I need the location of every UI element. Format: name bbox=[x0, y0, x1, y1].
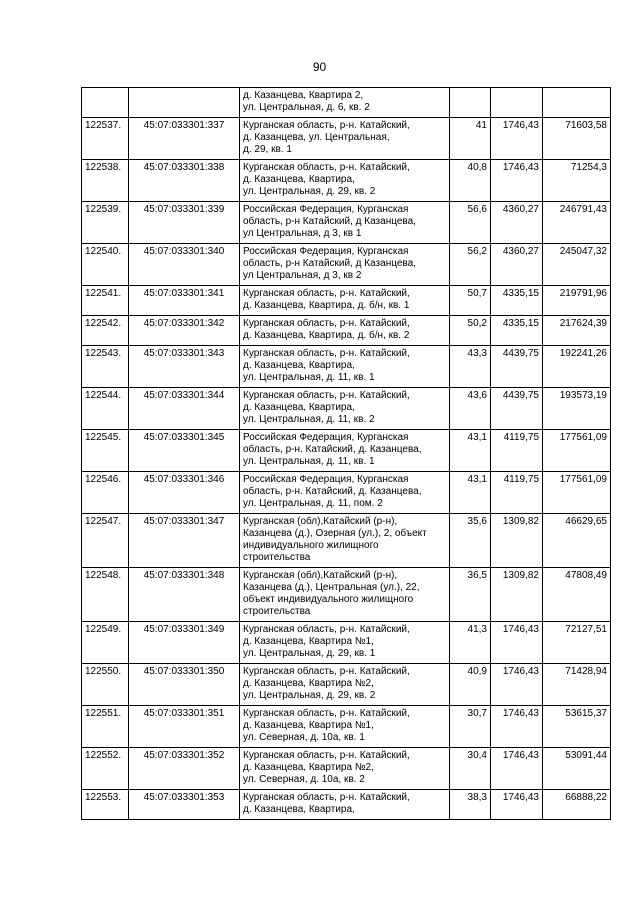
cadastral-value-cell: 53091,44 bbox=[543, 748, 611, 790]
cadastral-number-cell: 45:07:033301:352 bbox=[129, 748, 240, 790]
table-row bbox=[82, 346, 611, 388]
table-row bbox=[82, 286, 611, 316]
row-number-cell bbox=[82, 88, 129, 118]
area-cell: 36,5 bbox=[450, 568, 491, 622]
rate-cell: 4119,75 bbox=[491, 430, 543, 472]
row-number-cell: 122547. bbox=[82, 514, 129, 568]
cadastral-value-cell: 71254,3 bbox=[543, 160, 611, 202]
rate-cell: 1746,43 bbox=[491, 160, 543, 202]
rate-cell: 4439,75 bbox=[491, 388, 543, 430]
cadastral-value-cell: 177561,09 bbox=[543, 472, 611, 514]
cadastral-value-cell: 72127,51 bbox=[543, 622, 611, 664]
row-number-cell: 122552. bbox=[82, 748, 129, 790]
address-cell bbox=[240, 244, 450, 286]
address-line: Курганская область, р-н. Катайский, bbox=[243, 348, 410, 359]
address-line: ул. Центральная, д. 29, кв. 2 bbox=[243, 690, 376, 701]
address-line: д. Казанцева, Квартира №1, bbox=[243, 636, 374, 647]
address-line: ул. Центральная, д. 6, кв. 2 bbox=[243, 102, 370, 113]
address-line: д. Казанцева, Квартира, д. б/н, кв. 1 bbox=[243, 300, 410, 311]
row-number-cell: 122549. bbox=[82, 622, 129, 664]
cadastral-value-cell bbox=[543, 88, 611, 118]
address-line: строительства bbox=[243, 606, 311, 617]
address-line: д. 29, кв. 1 bbox=[243, 144, 292, 155]
area-cell: 43,1 bbox=[450, 430, 491, 472]
address-line: объект индивидуального жилищного bbox=[243, 594, 414, 605]
address-cell bbox=[240, 664, 450, 706]
area-cell: 30,4 bbox=[450, 748, 491, 790]
row-number-cell: 122539. bbox=[82, 202, 129, 244]
table-row bbox=[82, 118, 611, 160]
address-cell bbox=[240, 202, 450, 244]
rate-cell: 4335,15 bbox=[491, 316, 543, 346]
address-cell bbox=[240, 706, 450, 748]
area-cell: 30,7 bbox=[450, 706, 491, 748]
address-line: Курганская область, р-н. Катайский, bbox=[243, 288, 410, 299]
area-cell: 41 bbox=[450, 118, 491, 160]
row-number-cell: 122550. bbox=[82, 664, 129, 706]
area-cell: 56,6 bbox=[450, 202, 491, 244]
rate-cell: 1309,82 bbox=[491, 568, 543, 622]
table-row bbox=[82, 160, 611, 202]
address-line: д. Казанцева, Квартира, bbox=[243, 360, 355, 371]
rate-cell: 1746,43 bbox=[491, 706, 543, 748]
cadastral-number-cell: 45:07:033301:339 bbox=[129, 202, 240, 244]
cadastral-number-cell bbox=[129, 88, 240, 118]
address-cell bbox=[240, 316, 450, 346]
cadastral-number-cell: 45:07:033301:341 bbox=[129, 286, 240, 316]
area-cell: 40,8 bbox=[450, 160, 491, 202]
page-number: 90 bbox=[312, 60, 327, 74]
cadastral-value-cell: 66888,22 bbox=[543, 790, 611, 820]
cadastral-value-cell: 71428,94 bbox=[543, 664, 611, 706]
table-row bbox=[82, 472, 611, 514]
address-cell bbox=[240, 748, 450, 790]
address-cell bbox=[240, 622, 450, 664]
cadastral-number-cell: 45:07:033301:348 bbox=[129, 568, 240, 622]
table-row bbox=[82, 88, 611, 118]
address-line: Российская Федерация, Курганская bbox=[243, 432, 409, 443]
area-cell: 41,3 bbox=[450, 622, 491, 664]
address-line: Курганская область, р-н. Катайский, bbox=[243, 120, 410, 131]
address-line: ул Центральная, д 3, кв 2 bbox=[243, 270, 362, 281]
rate-cell: 4360,27 bbox=[491, 244, 543, 286]
address-line: ул. Центральная, д. 29, кв. 1 bbox=[243, 648, 376, 659]
address-line: ул. Центральная, д. 11, кв. 2 bbox=[243, 414, 375, 425]
address-line: д. Казанцева, Квартира №1, bbox=[243, 720, 374, 731]
address-cell bbox=[240, 160, 450, 202]
address-line: д. Казанцева, Квартира, bbox=[243, 174, 355, 185]
address-line: Российская Федерация, Курганская bbox=[243, 204, 409, 215]
address-line: ул. Северная, д. 10а, кв. 1 bbox=[243, 732, 365, 743]
registry-table bbox=[81, 87, 611, 820]
address-cell bbox=[240, 514, 450, 568]
rate-cell: 1746,43 bbox=[491, 118, 543, 160]
table-row bbox=[82, 664, 611, 706]
row-number-cell: 122537. bbox=[82, 118, 129, 160]
address-line: область, р-н Катайский, д Казанцева, bbox=[243, 258, 416, 269]
cadastral-number-cell: 45:07:033301:342 bbox=[129, 316, 240, 346]
address-line: ул. Северная, д. 10а, кв. 2 bbox=[243, 774, 365, 785]
address-cell bbox=[240, 388, 450, 430]
address-line: область, р-н. Катайский, д. Казанцева, bbox=[243, 444, 422, 455]
address-line: Курганская (обл),Катайский (р-н), bbox=[243, 516, 398, 527]
rate-cell: 4119,75 bbox=[491, 472, 543, 514]
row-number-cell: 122542. bbox=[82, 316, 129, 346]
cadastral-number-cell: 45:07:033301:350 bbox=[129, 664, 240, 706]
address-cell bbox=[240, 286, 450, 316]
table-row bbox=[82, 514, 611, 568]
cadastral-value-cell: 53615,37 bbox=[543, 706, 611, 748]
cadastral-number-cell: 45:07:033301:340 bbox=[129, 244, 240, 286]
cadastral-number-cell: 45:07:033301:353 bbox=[129, 790, 240, 820]
cadastral-number-cell: 45:07:033301:345 bbox=[129, 430, 240, 472]
address-cell bbox=[240, 568, 450, 622]
address-cell bbox=[240, 430, 450, 472]
rate-cell: 4439,75 bbox=[491, 346, 543, 388]
row-number-cell: 122553. bbox=[82, 790, 129, 820]
address-line: Российская Федерация, Курганская bbox=[243, 474, 409, 485]
cadastral-number-cell: 45:07:033301:337 bbox=[129, 118, 240, 160]
cadastral-number-cell: 45:07:033301:346 bbox=[129, 472, 240, 514]
table-row bbox=[82, 430, 611, 472]
cadastral-value-cell: 217624,39 bbox=[543, 316, 611, 346]
area-cell: 43,3 bbox=[450, 346, 491, 388]
address-line: д. Казанцева, Квартира №2, bbox=[243, 678, 374, 689]
address-cell bbox=[240, 118, 450, 160]
table-row bbox=[82, 202, 611, 244]
cadastral-value-cell: 193573,19 bbox=[543, 388, 611, 430]
table-row bbox=[82, 388, 611, 430]
address-line: Российская Федерация, Курганская bbox=[243, 246, 409, 257]
cadastral-number-cell: 45:07:033301:351 bbox=[129, 706, 240, 748]
cadastral-number-cell: 45:07:033301:343 bbox=[129, 346, 240, 388]
address-line: ул Центральная, д 3, кв 1 bbox=[243, 228, 362, 239]
cadastral-value-cell: 47808,49 bbox=[543, 568, 611, 622]
area-cell: 50,7 bbox=[450, 286, 491, 316]
address-line: Курганская область, р-н. Катайский, bbox=[243, 162, 410, 173]
cadastral-number-cell: 45:07:033301:344 bbox=[129, 388, 240, 430]
address-line: д. Казанцева, Квартира, bbox=[243, 402, 355, 413]
area-cell: 43,6 bbox=[450, 388, 491, 430]
address-line: область, р-н Катайский, д Казанцева, bbox=[243, 216, 416, 227]
cadastral-value-cell: 219791,96 bbox=[543, 286, 611, 316]
address-cell bbox=[240, 346, 450, 388]
address-line: Курганская область, р-н. Катайский, bbox=[243, 624, 410, 635]
cadastral-value-cell: 177561,09 bbox=[543, 430, 611, 472]
row-number-cell: 122538. bbox=[82, 160, 129, 202]
address-line: д. Казанцева, Квартира №2, bbox=[243, 762, 374, 773]
address-line: Курганская область, р-н. Катайский, bbox=[243, 750, 410, 761]
address-line: д. Казанцева, Квартира, bbox=[243, 804, 355, 815]
address-cell bbox=[240, 88, 450, 118]
cadastral-number-cell: 45:07:033301:349 bbox=[129, 622, 240, 664]
address-line: ул. Центральная, д. 11, кв. 1 bbox=[243, 456, 375, 467]
address-line: д. Казанцева, ул. Центральная, bbox=[243, 132, 390, 143]
rate-cell: 1746,43 bbox=[491, 748, 543, 790]
cadastral-value-cell: 71603,58 bbox=[543, 118, 611, 160]
cadastral-value-cell: 46629,65 bbox=[543, 514, 611, 568]
address-line: строительства bbox=[243, 552, 311, 563]
address-line: Курганская область, р-н. Катайский, bbox=[243, 390, 410, 401]
table-row bbox=[82, 748, 611, 790]
table-row bbox=[82, 568, 611, 622]
table-row bbox=[82, 316, 611, 346]
address-cell bbox=[240, 790, 450, 820]
address-line: ул. Центральная, д. 11, кв. 1 bbox=[243, 372, 375, 383]
address-line: Курганская область, р-н. Катайский, bbox=[243, 792, 410, 803]
registry-table-body bbox=[82, 88, 611, 820]
table-row bbox=[82, 244, 611, 286]
row-number-cell: 122541. bbox=[82, 286, 129, 316]
address-line: Курганская область, р-н. Катайский, bbox=[243, 666, 410, 677]
rate-cell: 1309,82 bbox=[491, 514, 543, 568]
row-number-cell: 122548. bbox=[82, 568, 129, 622]
address-line: Курганская (обл),Катайский (р-н), bbox=[243, 570, 398, 581]
cadastral-number-cell: 45:07:033301:338 bbox=[129, 160, 240, 202]
rate-cell bbox=[491, 88, 543, 118]
row-number-cell: 122546. bbox=[82, 472, 129, 514]
address-line: Курганская область, р-н. Катайский, bbox=[243, 708, 410, 719]
address-line: д. Казанцева, Квартира 2, bbox=[243, 90, 364, 101]
row-number-cell: 122545. bbox=[82, 430, 129, 472]
cadastral-number-cell: 45:07:033301:347 bbox=[129, 514, 240, 568]
cadastral-value-cell: 245047,32 bbox=[543, 244, 611, 286]
area-cell: 50,2 bbox=[450, 316, 491, 346]
row-number-cell: 122540. bbox=[82, 244, 129, 286]
address-cell bbox=[240, 472, 450, 514]
rate-cell: 1746,43 bbox=[491, 790, 543, 820]
address-line: ул. Центральная, д. 11, пом. 2 bbox=[243, 498, 383, 509]
address-line: Казанцева (д.), Центральная (ул.), 22, bbox=[243, 582, 420, 593]
address-line: ул. Центральная, д. 29, кв. 2 bbox=[243, 186, 376, 197]
table-row bbox=[82, 622, 611, 664]
rate-cell: 1746,43 bbox=[491, 622, 543, 664]
address-line: индивидуального жилищного bbox=[243, 540, 379, 551]
row-number-cell: 122551. bbox=[82, 706, 129, 748]
area-cell: 43,1 bbox=[450, 472, 491, 514]
cadastral-value-cell: 192241,26 bbox=[543, 346, 611, 388]
address-line: область, р-н. Катайский, д. Казанцева, bbox=[243, 486, 422, 497]
area-cell: 56,2 bbox=[450, 244, 491, 286]
rate-cell: 4360,27 bbox=[491, 202, 543, 244]
row-number-cell: 122543. bbox=[82, 346, 129, 388]
rate-cell: 1746,43 bbox=[491, 664, 543, 706]
area-cell: 38,3 bbox=[450, 790, 491, 820]
cadastral-value-cell: 246791,43 bbox=[543, 202, 611, 244]
area-cell: 40,9 bbox=[450, 664, 491, 706]
area-cell bbox=[450, 88, 491, 118]
address-line: Казанцева (д.), Озерная (ул.), 2, объект bbox=[243, 528, 427, 539]
table-row bbox=[82, 790, 611, 820]
row-number-cell: 122544. bbox=[82, 388, 129, 430]
address-line: Курганская область, р-н. Катайский, bbox=[243, 318, 410, 329]
rate-cell: 4335,15 bbox=[491, 286, 543, 316]
area-cell: 35,6 bbox=[450, 514, 491, 568]
table-row bbox=[82, 706, 611, 748]
address-line: д. Казанцева, Квартира, д. б/н, кв. 2 bbox=[243, 330, 410, 341]
